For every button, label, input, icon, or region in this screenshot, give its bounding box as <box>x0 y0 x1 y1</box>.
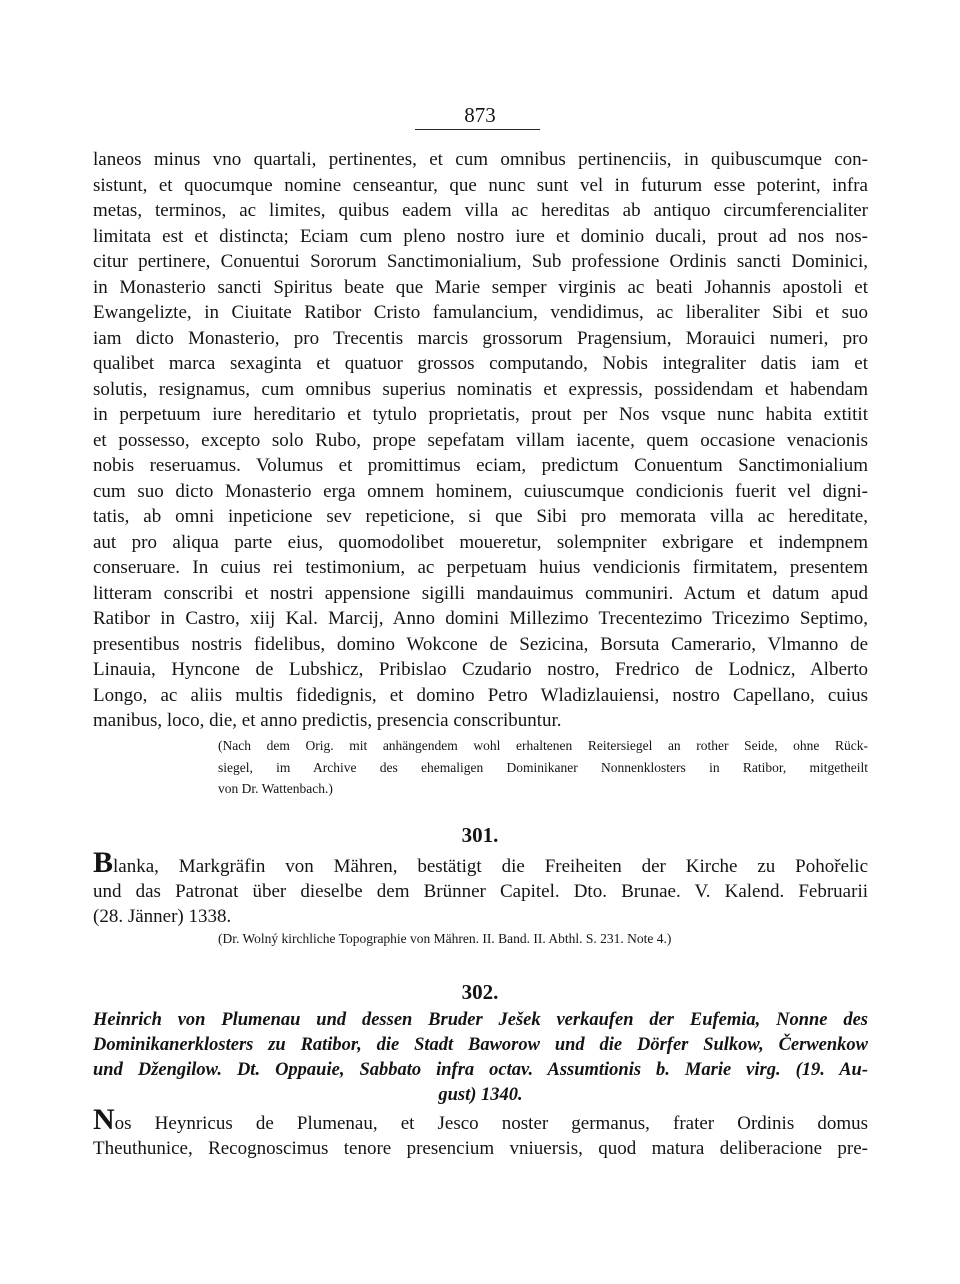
text-line: solutis, resignamus, cum omnibus superius nominatis et expressis, possidendam et habendam <box>93 378 868 400</box>
text-line: Heinrich von Plumenau und dessen Bruder Ješek verkaufen der Eufemia, Nonne des <box>93 1010 868 1030</box>
text-line: (28. Jänner) 1338. <box>93 906 232 927</box>
text-line: citur pertinere, Conuentui Sororum Sanctimonialium, Sub professione Ordinis sancti Dominici, <box>93 251 868 272</box>
text-line: limitata est et distincta; Eciam cum pleno nostro iure et dominio ducali, prout ad nos nos- <box>93 225 868 247</box>
document-301-source-note <box>218 929 868 949</box>
text-line: Dominikanerklosters zu Ratibor, die Stadt Baworow und die Dörfer Sulkow, Čerwenkow <box>93 1035 868 1055</box>
document-302-body <box>93 1103 868 1161</box>
text-line: in perpetuum iure hereditario et tytulo proprietatis, prout per Nos vsque nunc habita extitit <box>93 404 868 425</box>
text-line-rest: lanka, Markgräfin von Mähren, bestätigt die Freiheiten der Kirche zu Pohořelic <box>113 856 868 877</box>
page-number: 873 <box>464 103 496 127</box>
text-line <box>93 846 868 879</box>
document-302-number: 302. <box>461 980 499 1004</box>
note-line: (Nach dem Orig. mit anhängendem wohl erhaltenen Reitersiegel an rother Seide, ohne Rück- <box>218 738 868 753</box>
text-line: cum suo dicto Monasterio erga omnem hominem, cuiuscumque condicionis fuerit vel digni- <box>93 480 868 502</box>
text-line: nobis reseruamus. Volumus et promittimus eciam, predictum Conuentum Sanctimonialium <box>93 455 868 476</box>
text-line: gust) 1340. <box>438 1085 523 1105</box>
text-line: Theuthunice, Recognoscimus tenore presencium vniuersis, quod matura deliberacione pre- <box>93 1138 868 1159</box>
text-line: aut pro aliqua parte eius, quomodolibet moueretur, solempniter exbrigare et indempnem <box>93 531 868 553</box>
text-line: und Džengilow. Dt. Oppauie, Sabbato infra octav. Assumtionis b. Marie virg. (19. Au- <box>93 1060 868 1080</box>
page-number-rule <box>415 129 540 130</box>
text-line: et possesso, excepto solo Rubo, prope sepefatam villam iacente, quem occasione venacionis <box>93 429 868 451</box>
text-line: metas, terminos, ac limites, quibus eadem villa ac hereditas ab antiquo circumferencialiter <box>93 200 868 221</box>
note-line: siegel, im Archive des ehemaligen Dominikaner Nonnenklosters in Ratibor, mitgetheilt <box>218 759 868 775</box>
document-300-body <box>93 147 868 734</box>
text-line: Linauia, Hyncone de Lubshicz, Pribislao Czudario nostro, Fredrico de Lodnicz, Alberto <box>93 659 868 680</box>
text-line: conseruare. In cuius rei testimonium, ac perpetuam huius vendicionis firmitatem, presentem <box>93 557 868 578</box>
text-line-rest: os Heynricus de Plumenau, et Jesco noster germanus, frater Ordinis domus <box>114 1113 868 1134</box>
text-line: Ewangelizte, in Ciuitate Ratibor Cristo famulancium, vendidimus, ac liberaliter Sibi et suo <box>93 302 868 323</box>
document-300-source-note <box>218 735 868 800</box>
document-301-number: 301. <box>461 823 499 847</box>
text-line: manibus, loco, die, et anno predictis, presencia conscribuntur. <box>93 710 562 731</box>
text-line: laneos minus vno quartali, pertinentes, et cum omnibus pertinenciis, in quibuscumque con- <box>93 149 868 170</box>
document-301-summary <box>93 846 868 929</box>
text-line: Ratibor in Castro, xiij Kal. Marcij, Anno domini Millezimo Trecentezimo Tricezimo Septimo, <box>93 608 868 629</box>
text-line: und das Patronat über dieselbe dem Brünner Capitel. Dto. Brunae. V. Kalend. Februarii <box>93 881 868 902</box>
note-line: (Dr. Wolný kirchliche Topographie von Mähren. II. Band. II. Abthl. S. 231. Note 4.) <box>218 931 672 946</box>
text-line <box>93 1103 868 1136</box>
text-line: sistunt, et quocumque nomine censeantur, que nunc sunt vel in futurum esse poterint, infra <box>93 174 868 196</box>
text-line: tatis, ab omni inpeticione sev repeticione, si que Sibi pro memorata villa ac hereditate, <box>93 506 868 527</box>
drop-initial: N <box>93 1103 115 1136</box>
text-line: presentibus nostris fidelibus, domino Wokcone de Sezicina, Borsuta Camerario, Vlmanno de <box>93 633 868 655</box>
drop-initial: B <box>93 846 114 879</box>
text-line: iam dicto Monasterio, pro Trecentis marcis grossorum Pragensium, Morauici numeri, pro <box>93 327 868 349</box>
text-line: in Monasterio sancti Spiritus beate que Marie semper virginis ac beati Johannis apostoli et <box>93 276 868 298</box>
text-line: qualibet marca sexaginta et quatuor grossos computando, Nobis integraliter datis iam et <box>93 353 868 374</box>
note-line: von Dr. Wattenbach.) <box>218 781 333 796</box>
text-line: litteram conscribi et nostri appensione sigilli mandauimus communiri. Actum et datum apud <box>93 582 868 604</box>
text-line: Longo, ac aliis multis fidedignis, et domino Petro Wladizlauiensi, nostro Capellano, cuius <box>93 684 868 706</box>
document-302-summary <box>93 1008 868 1108</box>
